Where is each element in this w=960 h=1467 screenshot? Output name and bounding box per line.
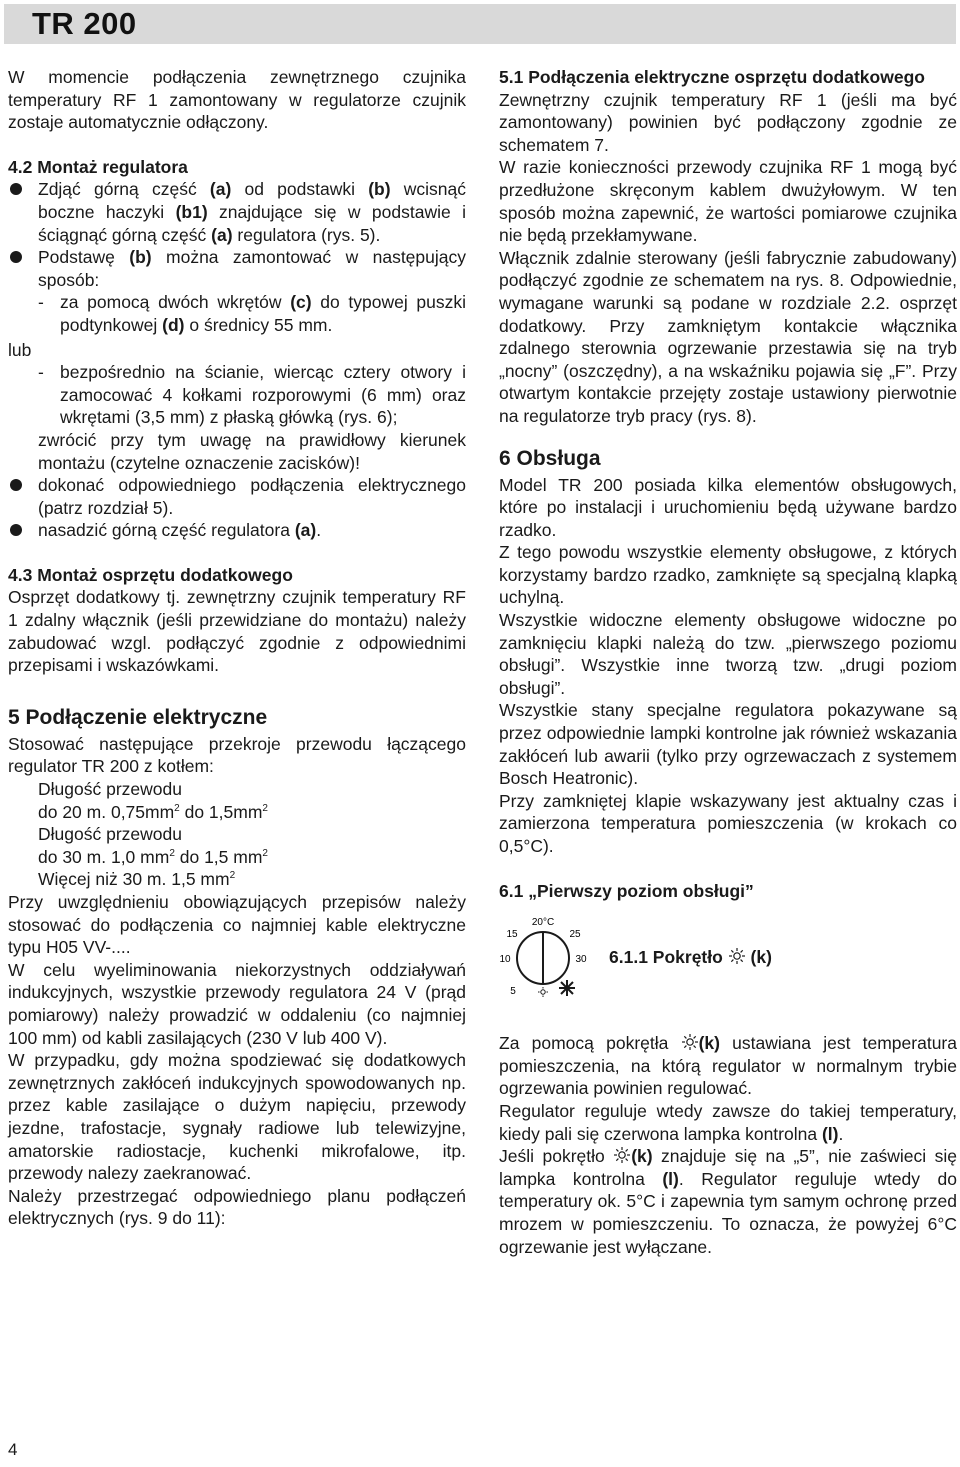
section-6-p3: Wszystkie widoczne elementy obsługowe widoczne po zamknięciu klapki należą do tzw. „pierwszego poziomu obsługi”. Wszystkie inne tworzą tzw. „drugi poziom obsługi”. bbox=[499, 610, 957, 698]
section-5-intro: Stosować następujące przekroje przewodu łączącego regulator TR 200 z kotłem: bbox=[8, 733, 466, 777]
mount-step-2: Podstawę (b) można zamontować w następujący sposób: bbox=[8, 246, 466, 291]
mount-option-1: - za pomocą dwóch wkrętów (c) do typowej puszki podtynkowej (d) o średnicy 55 mm. bbox=[38, 292, 466, 335]
dial-label-25: 25 bbox=[569, 929, 581, 941]
cable-spec-20m: do 20 m. $0,75mm^2$ do $1,5mm^2$ bbox=[38, 801, 268, 822]
cable-spec-list bbox=[8, 778, 466, 891]
sun-icon bbox=[681, 1033, 699, 1051]
mount-note: zwrócić przy tym uwagę na prawidłowy kierunek montażu (czytelne oznaczenie zacisków)! bbox=[38, 429, 466, 473]
dial-figure-row bbox=[499, 910, 957, 1010]
mount-step-3: dokonać odpowiedniego podłączenia elektrycznego (patrz rozdział 5). bbox=[8, 474, 466, 519]
section-6-p2: Z tego powodu wszystkie elementy obsługowe, z których korzystamy bardzo rzadko, zamknięte są specjalną klapką uchylną. bbox=[499, 542, 957, 608]
section-6-title: 6 Obsługa bbox=[499, 446, 601, 470]
bullet-icon bbox=[10, 524, 22, 536]
section-5-title: 5 Podłączenie elektryczne bbox=[8, 705, 268, 729]
right-column bbox=[499, 66, 957, 1258]
lub-label: lub bbox=[8, 339, 32, 360]
section-4-2-title: 4.2 Montaż regulatora bbox=[8, 156, 188, 177]
mount-option-2: - bezpośrednio na ścianie, wiercąc cztery otwory i zamocować 4 kołkami rozporowymi (6 mm) oraz wkrętami (3,5 mm) z płaską główką (rys. 6); bbox=[38, 362, 466, 428]
intro-paragraph: W momencie podłączenia zewnętrznego czujnika temperatury RF 1 zamontowany w regulatorze czujnik zostaje automatycznie odłączony. bbox=[8, 67, 466, 133]
section-5-1-title: 5.1 Podłączenia elektryczne osprzętu dodatkowego bbox=[499, 67, 925, 87]
section-4-3-text: Osprzęt dodatkowy tj. zewnętrzny czujnik temperatury RF 1 zdalny włącznik (jeśli przewidziane do montażu) należy zabudować wzgl. podłączyć zgodnie z odpowiednimi przepisami i wskazówkami. bbox=[8, 587, 466, 676]
section-6-1-1-title: 6.1.1 Pokrętło (k) bbox=[609, 947, 772, 968]
section-6-p4: Wszystkie stany specjalne regulatora pokazywane są przez odpowiednie lampki kontrolne jak również wskazania zakłóceń lub awarii (tylko przy ogrzewaczach z systemem Bosch Heatronic). bbox=[499, 700, 957, 789]
section-6-p1: Model TR 200 posiada kilka elementów obsługowych, które po instalacji i uruchomieniu będą używane bardzo rzadko. bbox=[499, 474, 957, 540]
page-header bbox=[4, 4, 956, 44]
dial-label-5: 5 bbox=[510, 986, 516, 998]
dial-label-20: 20°C bbox=[531, 917, 555, 929]
section-6-1-1-p1: Za pomocą pokrętła (k) ustawiana jest temperatura pomieszczenia, na którą regulator w normalnym trybie ogrzewania powinien regulować. bbox=[499, 1033, 957, 1099]
section-6-1-title: 6.1 „Pierwszy poziom obsługi” bbox=[499, 880, 754, 901]
sun-icon bbox=[728, 947, 746, 965]
temperature-dial-figure bbox=[499, 910, 589, 998]
section-5-p5: Należy przestrzegać odpowiedniego planu podłączeń elektrycznych (rys. 9 do 11): bbox=[8, 1185, 466, 1229]
dial-label-30: 30 bbox=[575, 954, 587, 966]
cable-spec-30m: do 30 m. 1,0 $mm^2$ do 1,5 $mm^2$ bbox=[38, 846, 268, 867]
bullet-icon bbox=[10, 479, 22, 491]
cable-length-label: Długość przewodu bbox=[38, 779, 182, 800]
bullet-icon bbox=[10, 183, 22, 195]
mount-step-4: nasadzić górną część regulatora (a). bbox=[8, 519, 466, 542]
sun-icon bbox=[613, 1146, 631, 1164]
dial-label-15: 15 bbox=[506, 929, 518, 941]
bullet-icon bbox=[10, 251, 22, 263]
section-4-3-title: 4.3 Montaż osprzętu dodatkowego bbox=[8, 564, 293, 585]
cable-length-label: Długość przewodu bbox=[38, 824, 182, 845]
dial-label-10: 10 bbox=[499, 954, 511, 966]
section-5-p4: W przypadku, gdy można spodziewać się dodatkowych zewnętrznych zakłóceń indukcyjnych spowodowanych np. przez kable zasilające o dużym napięciu, przewody jezdne, trafostacje, sygnały radiowe lub telewizyjne, amatorskie radiostacje, kuchenki mikrofalowe, itp. przewody nalezy zaekranować. bbox=[8, 1050, 466, 1184]
mount-step-1: Zdjąć górną część (a) od podstawki (b) wcisnąć boczne haczyki (b1) znajdujące się w podstawie i ściągnąć górną część (a) regulatora (rys. 5). bbox=[8, 178, 466, 246]
section-5-p2: Przy uwzględnieniu obowiązujących przepisów należy stosować do podłączenia co najmniej kable elektryczne typu H05 VV-.... bbox=[8, 892, 466, 958]
section-6-1-1-p2: Regulator reguluje wtedy zawsze do takiej temperatury, kiedy pali się czerwona lampka kontrolna (l). bbox=[499, 1100, 957, 1144]
section-5-1-p2: W razie konieczności przewody czujnika RF 1 mogą być przedłużone skręconym kablem dwużyłowym. W ten sposób można zapewnić, że wartości pomiarowe czujnika nie będą przekłamywane. bbox=[499, 157, 957, 246]
section-6-1-1-p3: Jeśli pokrętło (k) znajduje się na „5”, nie zaświeci się lampka kontrolna (l). Regulator reguluje wtedy do temperatury ok. 5°C i zapewnia tym samym ochronę przed mrozem w pomieszczeniu. To oznacza, że powyżej 6°C ogrzewanie jest wyłączane. bbox=[499, 1146, 957, 1257]
left-column bbox=[8, 66, 466, 1230]
page-number: 4 bbox=[8, 1440, 18, 1459]
cable-spec-over-30m: Więcej niż 30 m. 1,5 $mm^2$ bbox=[38, 869, 236, 890]
section-6-p5: Przy zamkniętej klapie wskazywany jest aktualny czas i zamierzona temperatura pomieszczenia (w krokach co 0,5°C). bbox=[499, 790, 957, 856]
section-5-1-p1: Zewnętrzny czujnik temperatury RF 1 (jeśli ma być zamontowany) powinien być podłączony zgodnie ze schematem 7. bbox=[499, 89, 957, 155]
star-snowflake-icon bbox=[559, 980, 575, 996]
section-5-p3: W celu wyeliminowania niekorzystnych oddziaływań indukcyjnych, wszystkie przewody regulatora 24 V (prąd pomiarowy) należy prowadzić w oddaleniu (co najmniej 100 mm) od kabli zasilających (230 V lub 400 V). bbox=[8, 959, 466, 1048]
sun-small-icon bbox=[538, 987, 548, 997]
page-title: TR 200 bbox=[32, 6, 137, 41]
section-5-1-p3: Włącznik zdalnie sterowany (jeśli fabrycznie zabudowany) podłączyć zgodnie ze schematem na rys. 8. Odpowiednie, wymagane warunki są podane w rozdziale 2.2. osprzęt dodatkowy. Przy zamkniętym kontakcie włącznika zdalnego sterownia ogrzewanie przestawia się na tryb „nocny” (oszczędny), a na wskaźniku pojawia się „F”. Przy otwartym kontakcie przejęty zostaje ustawiony pierwotnie na regulatorze tryb pracy (rys. 8). bbox=[499, 247, 957, 426]
